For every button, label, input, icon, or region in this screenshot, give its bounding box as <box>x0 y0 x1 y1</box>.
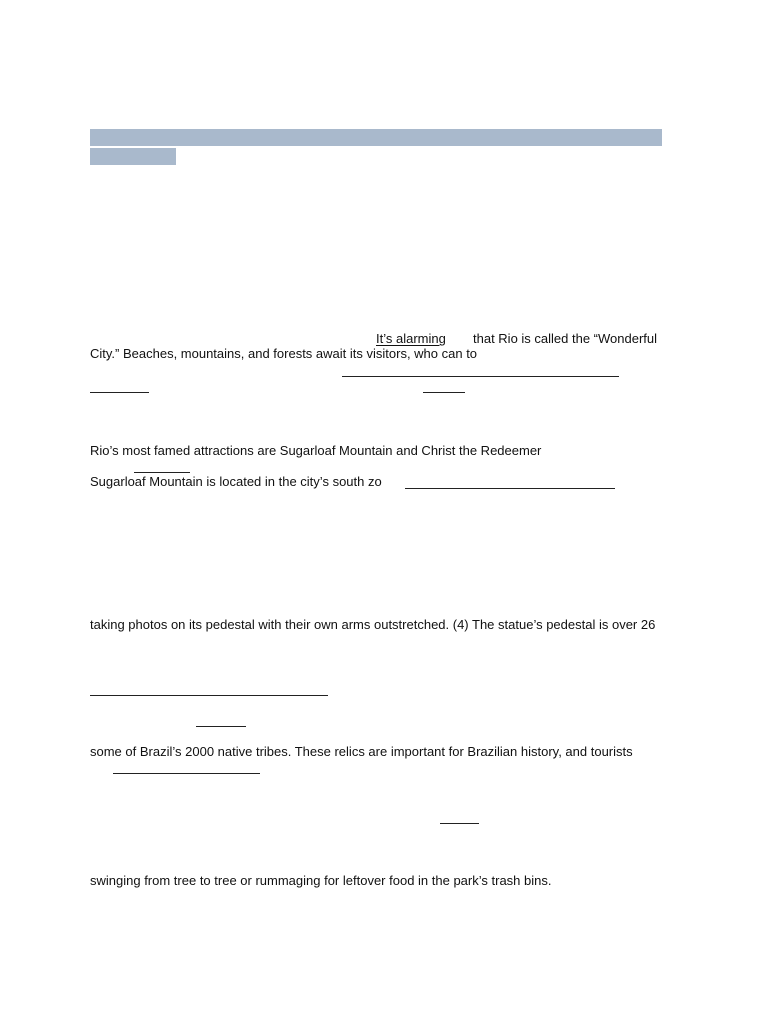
text-line: taking photos on its pedestal with their own arms outstretched. (4) The statue’s pedestal is over 26 <box>90 617 656 632</box>
blank-line <box>113 773 260 774</box>
blank-line <box>342 376 619 377</box>
blank-line <box>90 392 149 393</box>
blank-line <box>196 726 246 727</box>
text-line: some of Brazil’s 2000 native tribes. These relics are important for Brazilian history, and tourists <box>90 744 633 759</box>
text-line: Sugarloaf Mountain is located in the city’s south zo <box>90 474 382 489</box>
header-bar-short <box>90 148 176 165</box>
text-line: City.” Beaches, mountains, and forests await its visitors, who can to <box>90 346 478 361</box>
blank-line <box>405 488 615 489</box>
text-line: Rio’s most famed attractions are Sugarloaf Mountain and Christ the Redeemer <box>90 443 542 458</box>
text-line: that Rio is called the “Wonderful <box>473 331 658 346</box>
header-bar <box>90 129 662 146</box>
blank-line <box>423 392 465 393</box>
text-line: swinging from tree to tree or rummaging for leftover food in the park’s trash bins. <box>90 873 552 888</box>
blank-line <box>134 472 190 473</box>
blank-line <box>90 695 328 696</box>
blank-line <box>440 823 479 824</box>
underlined-phrase: It’s alarming <box>376 331 446 346</box>
